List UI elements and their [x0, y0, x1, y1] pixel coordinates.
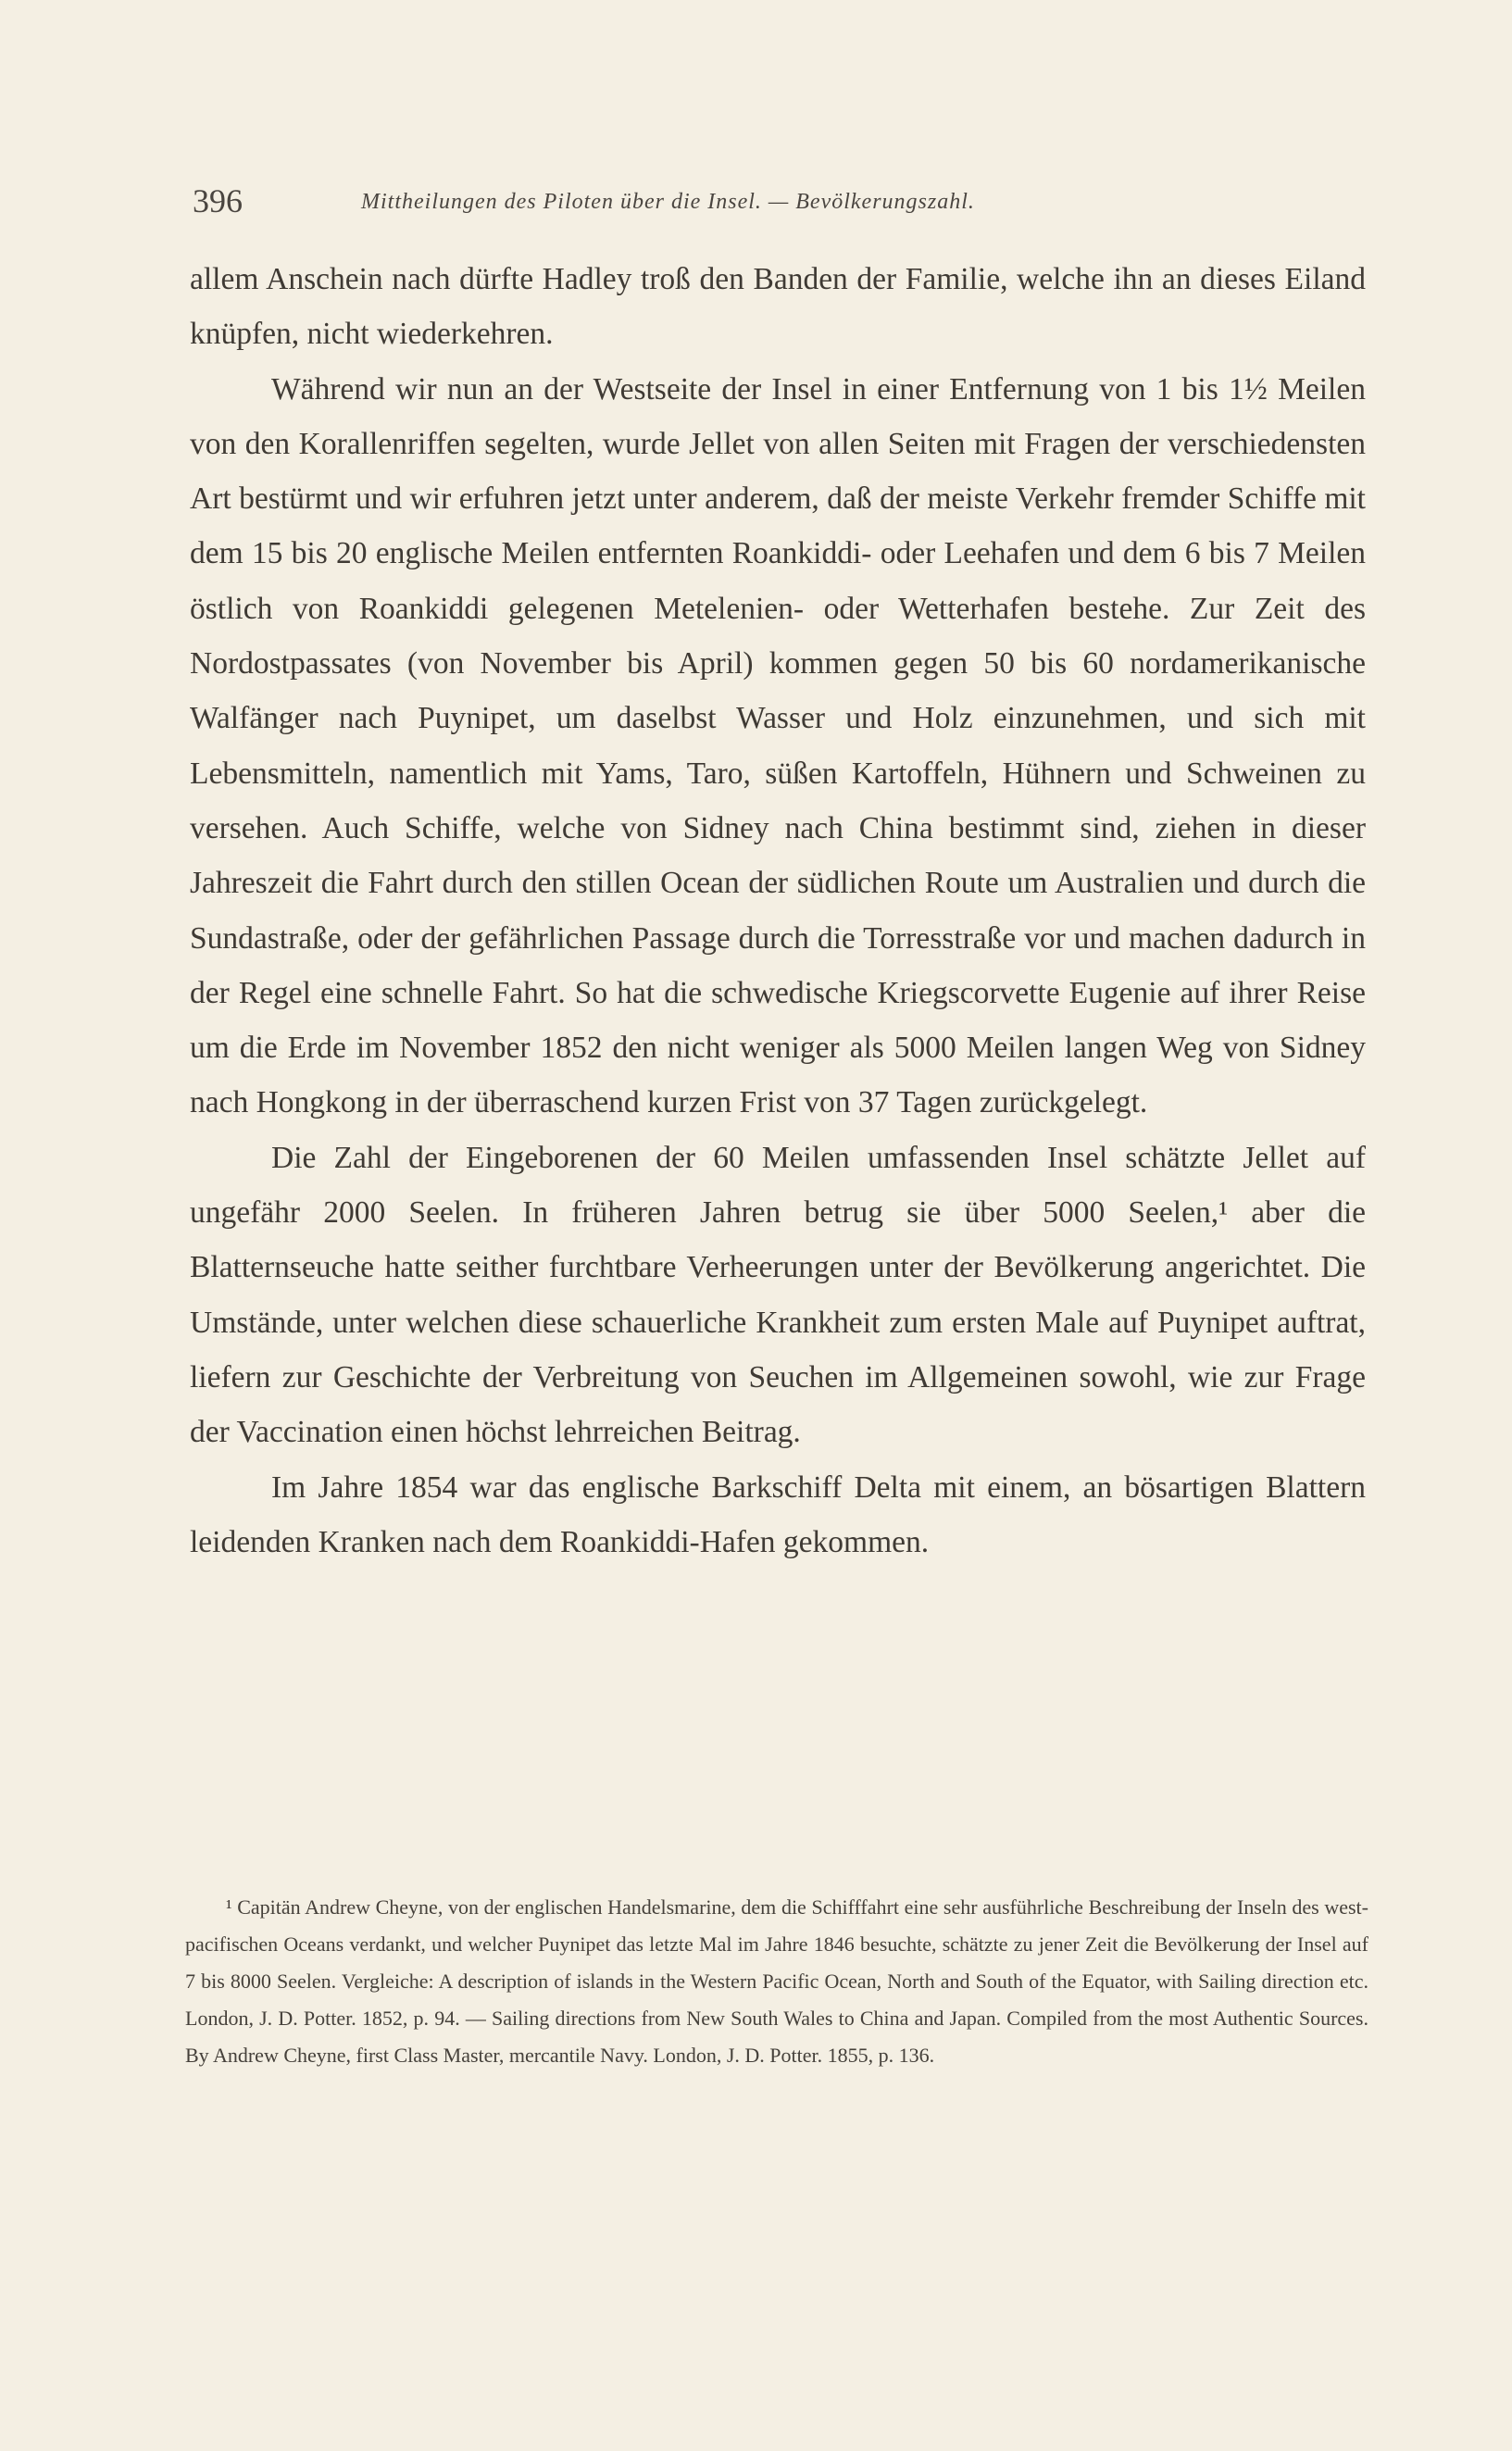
body-text	[190, 252, 1366, 1569]
footnotes	[185, 1889, 1368, 2074]
page-number: 396	[193, 182, 243, 219]
paragraph: Im Jahre 1854 war das englische Barkschiff Delta mit einem, an bösartigen Blattern leidenden Kranken nach dem Roankiddi-Hafen gekommen.	[190, 1469, 1366, 1559]
paragraph: Die Zahl der Eingeborenen der 60 Meilen umfassenden Insel schätzte Jellet auf ungefähr 2000 Seelen. In früheren Jahren betrug sie über 5000 Seelen,¹ aber die Blatternseuche hatte seither furchtbare Verheerungen unter der Bevölkerung angerichtet. Die Umstände, unter welchen diese schauerliche Krankheit zum ersten Male auf Puynipet auftrat, liefern zur Geschichte der Verbreitung von Seuchen im Allgemeinen sowohl, wie zur Frage der Vaccination einen höchst lehrreichen Beitrag.	[190, 1140, 1366, 1450]
paragraph: allem Anschein nach dürfte Hadley troß den Banden der Familie, welche ihn an dieses Eiland knüpfen, nicht wiederkehren.	[190, 262, 1366, 352]
paragraph: Während wir nun an der Westseite der Insel in einer Entfernung von 1 bis 1½ Meilen von den Korallenriffen segelten, wurde Jellet von allen Seiten mit Fragen der verschiedensten Art bestürmt und wir erfuhren jetzt unter anderem, daß der meiste Verkehr fremder Schiffe mit dem 15 bis 20 englische Meilen entfernten Roankiddi- oder Leehafen und dem 6 bis 7 Meilen östlich von Roankiddi gelegenen Metelenien- oder Wetterhafen bestehe. Zur Zeit des Nordostpassates (von November bis April) kommen gegen 50 bis 60 nordamerikanische Walfänger nach Puynipet, um daselbst Wasser und Holz einzunehmen, und sich mit Lebensmitteln, namentlich mit Yams, Taro, süßen Kartoffeln, Hühnern und Schweinen zu versehen. Auch Schiffe, welche von Sidney nach China bestimmt sind, ziehen in dieser Jahreszeit die Fahrt durch den stillen Ocean der südlichen Route um Australien und durch die Sundastraße, oder der gefährlichen Passage durch die Torresstraße vor und machen dadurch in der Regel eine schnelle Fahrt. So hat die schwedische Kriegscorvette Eugenie auf ihrer Reise um die Erde im November 1852 den nicht weniger als 5000 Meilen langen Weg von Sidney nach Hongkong in der überraschend kurzen Frist von 37 Tagen zurückgelegt.	[190, 371, 1366, 1120]
footnote: ¹ Capitän Andrew Cheyne, von der englischen Handelsmarine, dem die Schifffahrt eine sehr ausführliche Beschreibung der Inseln des west-pacifischen Oceans verdankt, und welcher Puynipet das letzte Mal im Jahre 1846 besuchte, schätzte zu jener Zeit die Bevölkerung der Insel auf 7 bis 8000 Seelen. Vergleiche: A description of islands in the Western Pacific Ocean, North and South of the Equator, with Sailing direction etc. London, J. D. Potter. 1852, p. 94. — Sailing directions from New South Wales to China and Japan. Compiled from the most Authentic Sources. By Andrew Cheyne, first Class Master, mercantile Navy. London, J. D. Potter. 1855, p. 136.	[185, 1895, 1368, 2067]
running-head: Mittheilungen des Piloten über die Insel. — Bevölkerungszahl.	[361, 190, 975, 214]
